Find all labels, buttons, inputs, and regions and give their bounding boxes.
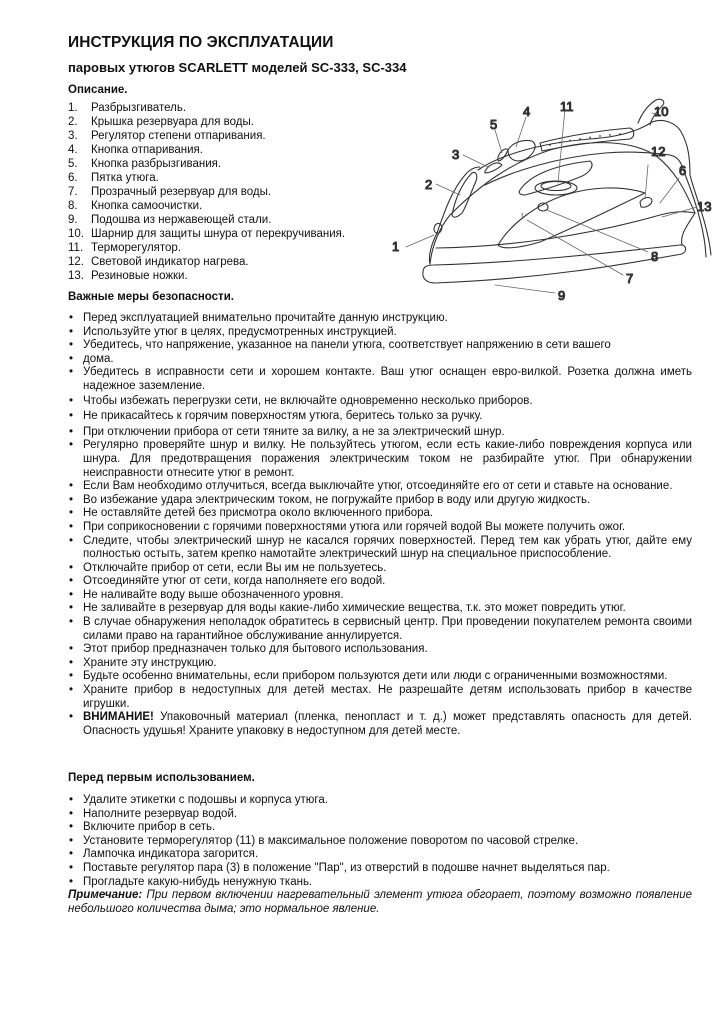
safety-list (68, 312, 692, 738)
handle-inner-shape (485, 152, 706, 257)
parts-list-item (68, 185, 345, 199)
soleplate-shape (423, 245, 686, 283)
parts-list-item (68, 157, 345, 171)
parts-list-item (68, 213, 345, 227)
callout-label-7: 7 (626, 271, 634, 286)
first-use-item: • Установите терморегулятор (11) в максимальное положение поворотом по часовой стрелке. (68, 835, 692, 849)
document-subtitle: паровых утюгов SCARLETT моделей SC-333, SC-334 (68, 60, 407, 75)
parts-list-item (68, 199, 345, 213)
first-use-item: • Наполните резервуар водой. (68, 808, 692, 822)
safety-item: • Не наливайте воду выше обозначенного уровня. (68, 589, 692, 603)
safety-item: • При соприкосновении с горячими поверхностями утюга или горячей водой Вы можете получить ожог. (68, 521, 692, 535)
callout-label-6: 6 (679, 163, 687, 178)
part-label: Прозрачный резервуар для воды. (91, 186, 272, 198)
thermostat-dial-shape (535, 181, 577, 195)
safety-item: • Следите, чтобы электрический шнур не касался горячих поверхностей. Перед тем как убрать утюг, дайте ему полностью остыть, затем крепко намотайте электрический шнур на специальное приспособление. (68, 535, 692, 562)
handle-shape (478, 121, 711, 255)
first-use-item: • Включите прибор в сеть. (68, 821, 692, 835)
parts-list-item (68, 101, 345, 115)
iron-illustration (390, 95, 720, 310)
part-number: 12. (68, 256, 84, 268)
safety-item: • Перед эксплуатацией внимательно прочитайте данную инструкцию. (68, 312, 692, 326)
part-number: 8. (68, 200, 78, 212)
parts-list-item (68, 269, 345, 283)
safety-warning-item (68, 711, 692, 738)
part-number: 11. (68, 242, 84, 254)
note-label: Примечание: (68, 889, 143, 901)
warning-text: Упаковочный материал (пленка, пенопласт и т. д.) может представлять опасность для детей. Опасность удушья! Храните упаковку в недоступном для детей месте. (83, 711, 692, 737)
part-label: Пятка утюга. (91, 172, 159, 184)
callout-label-4: 4 (523, 104, 531, 119)
callout-label-9: 9 (558, 288, 566, 303)
part-label: Разбрызгиватель. (91, 102, 187, 114)
callout-label-10: 10 (654, 104, 669, 119)
safety-item: • Чтобы избежать перегрузки сети, не включайте одновременно несколько приборов. (68, 395, 692, 409)
nose-shape (429, 167, 480, 264)
parts-list-item (68, 171, 345, 185)
safety-item: • Регулярно проверяйте шнур и вилку. Не пользуйтесь утюгом, если есть какие-либо повреждения корпуса или шнура. Для предотвращения поражения электрическим током не разбирайте утюг. При обнаружении неисправности отнесите утюг в ремонт. (68, 439, 692, 480)
callout-label-5: 5 (490, 117, 498, 132)
part-number: 5. (68, 158, 78, 170)
safety-item: • Если Вам необходимо отлучиться, всегда выключайте утюг, отсоединяйте его от сети и ставьте на основание. (68, 480, 692, 494)
part-label: Подошва из нержавеющей стали. (91, 214, 272, 226)
safety-item: • Во избежание удара электрическим током, не погружайте прибор в воду или другую жидкость. (68, 494, 692, 508)
safety-heading: Важные меры безопасности. (68, 291, 234, 303)
part-number: 3. (68, 130, 78, 142)
callout-label-12: 12 (651, 144, 666, 159)
part-label: Крышка резервуара для воды. (91, 116, 254, 128)
iron-diagram (390, 95, 720, 310)
safety-item: • Не оставляйте детей без присмотра около включенного прибора. (68, 507, 692, 521)
callout-label-1: 1 (392, 239, 400, 254)
safety-item: • Храните прибор в недоступных для детей местах. Не разрешайте детям использовать прибор в качестве игрушки. (68, 684, 692, 711)
first-use-heading: Перед первым использованием. (68, 772, 255, 784)
parts-list-item (68, 129, 345, 143)
callout-label-2: 2 (425, 177, 433, 192)
part-label: Световой индикатор нагрева. (91, 256, 249, 268)
note-text: При первом включении нагревательный элемент утюга обгорает, поэтому возможно появление небольшого количества дыма; это нормальное явление. (68, 889, 692, 915)
part-label: Кнопка самоочистки. (91, 200, 203, 212)
parts-list-item (68, 115, 345, 129)
part-number: 9. (68, 214, 78, 226)
callout-label-3: 3 (452, 147, 460, 162)
body-lower-shape (430, 143, 695, 264)
callout-label-8: 8 (651, 249, 659, 264)
inner-window-shape (519, 161, 592, 195)
part-label: Регулятор степени отпаривания. (91, 130, 266, 142)
first-use-item: • Лампочка индикатора загорится. (68, 848, 692, 862)
safety-item: • Будьте особенно внимательны, если прибором пользуются дети или люди с ограниченными возможностями. (68, 670, 692, 684)
safety-item: • Отсоединяйте утюг от сети, когда наполняете его водой. (68, 575, 692, 589)
document-title: ИНСТРУКЦИЯ ПО ЭКСПЛУАТАЦИИ (68, 34, 334, 51)
safety-item: • В случае обнаружения неполадок обратитесь в сервисный центр. При проведении покупателем ремонта своими силами право на гарантийное обслуживание аннулируется. (68, 616, 692, 643)
part-label: Кнопка разбрызгивания. (91, 158, 222, 170)
parts-list-item (68, 227, 345, 241)
safety-item: • Не заливайте в резервуар для воды какие-либо химические вещества, т.к. это может повредить утюг. (68, 602, 692, 616)
part-label: Терморегулятор. (91, 242, 182, 254)
first-use-note (68, 889, 692, 916)
safety-item: • Убедитесь в исправности сети и хорошем контакте. Ваш утюг оснащен евро-вилкой. Розетка должна иметь надежное заземление. (68, 366, 692, 393)
safety-item: • дома. (68, 353, 692, 367)
part-number: 13. (68, 270, 84, 282)
safety-item: • Храните эту инструкцию. (68, 657, 692, 671)
part-number: 4. (68, 144, 78, 156)
parts-list-item (68, 255, 345, 269)
part-number: 10. (68, 228, 84, 240)
safety-item: • Используйте утюг в целях, предусмотренных инструкцией. (68, 326, 692, 340)
part-number: 7. (68, 186, 78, 198)
part-label: Кнопка отпаривания. (91, 144, 203, 156)
part-label: Шарнир для защиты шнура от перекручивания. (91, 228, 346, 240)
parts-list-item (68, 143, 345, 157)
safety-item: • Убедитесь, что напряжение, указанное на панели утюга, соответствует напряжению в сети вашего (68, 339, 692, 353)
callout-label-11: 11 (560, 99, 574, 114)
safety-item: • Этот прибор предназначен только для бытового использования. (68, 643, 692, 657)
first-use-item: • Поставьте регулятор пара (3) в положение "Пар", из отверстий в подошве начнет выделяться пар. (68, 862, 692, 876)
first-use-list (68, 794, 692, 889)
description-heading: Описание. (68, 84, 128, 96)
part-label: Резиновые ножки. (91, 270, 188, 282)
parts-list (68, 101, 345, 283)
parts-list-item (68, 241, 345, 255)
tank-cover-shape (452, 172, 477, 217)
first-use-item: • Прогладьте какую-нибудь ненужную ткань. (68, 876, 692, 890)
part-number: 2. (68, 116, 78, 128)
safety-item: • При отключении прибора от сети тяните за вилку, а не за электрический шнур. (68, 426, 692, 440)
callout-label-13: 13 (697, 199, 712, 214)
part-number: 6. (68, 172, 78, 184)
part-number: 1. (68, 102, 78, 114)
body-band-shape (436, 212, 695, 248)
first-use-item: • Удалите этикетки с подошвы и корпуса утюга. (68, 794, 692, 808)
safety-item: • Не прикасайтесь к горячим поверхностям утюга, беритесь только за ручку. (68, 410, 692, 424)
safety-item: • Отключайте прибор от сети, если Вы им не пользуетесь. (68, 562, 692, 576)
warning-label: ВНИМАНИЕ! (83, 711, 154, 724)
warning-mark-icon: ! (521, 212, 524, 221)
indicator-light-shape (640, 198, 652, 208)
